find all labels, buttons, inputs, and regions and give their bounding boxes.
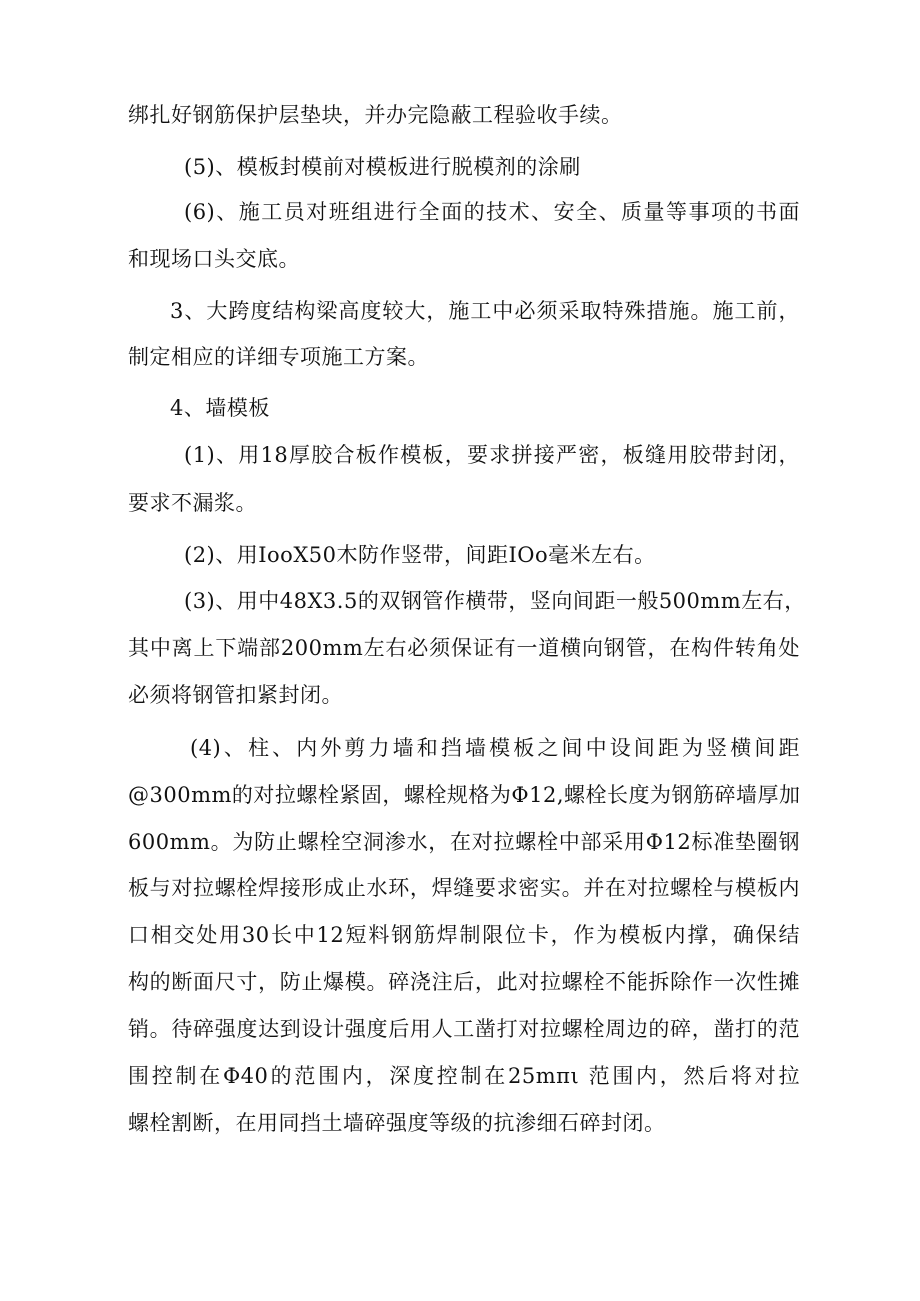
paragraph-line: 板与对拉螺栓焊接形成止水环，焊缝要求密实。并在对拉螺栓与模板内 [128,876,800,900]
paragraph-line: (4)、柱、内外剪力墙和挡墙模板之间中设间距为竖横间距 [190,736,800,760]
paragraph-line: 600mm。为防止螺栓空洞渗水，在对拉螺栓中部采用Φ12标准垫圈钢 [128,830,800,854]
paragraph-line: 和现场口头交底。 [128,247,300,271]
section-heading: 4、墙模板 [170,396,270,420]
paragraph-line: 围控制在Φ40的范围内，深度控制在25mπι 范围内，然后将对拉 [128,1064,800,1088]
paragraph-line: (1)、用18厚胶合板作模板，要求拼接严密，板缝用胶带封闭， [184,443,800,467]
paragraph-line: 3、大跨度结构梁高度较大，施工中必须采取特殊措施。施工前， [170,299,800,323]
paragraph-line: (3)、用中48X3.5的双钢管作横带，竖向间距一般500mm左右， [184,589,806,613]
paragraph-line: (2)、用IooX50木防作竖带，间距IOo毫米左右。 [184,543,656,567]
paragraph-line: 要求不漏浆。 [128,491,257,515]
paragraph-line: @300mm的对拉螺栓紧固，螺栓规格为Φ12,螺栓长度为钢筋碎墙厚加 [128,783,801,807]
paragraph-line: 销。待碎强度达到设计强度后用人工凿打对拉螺栓周边的碎，凿打的范 [128,1017,800,1041]
paragraph-line: 绑扎好钢筋保护层垫块，并办完隐蔽工程验收手续。 [128,103,623,127]
paragraph-line: 其中离上下端部200mm左右必须保证有一道横向钢管，在构件转角处 [128,636,800,660]
paragraph-line: (6)、施工员对班组进行全面的技术、安全、质量等事项的书面 [184,200,800,224]
paragraph-line: 构的断面尺寸，防止爆模。碎浇注后，此对拉螺栓不能拆除作一次性摊 [128,970,800,994]
paragraph-line: 螺栓割断，在用同挡土墙碎强度等级的抗渗细石碎封闭。 [128,1111,666,1135]
paragraph-line: 必须将钢管扣紧封闭。 [128,683,343,707]
paragraph-line: 制定相应的详细专项施工方案。 [128,345,429,369]
paragraph-line: 口相交处用30长中12短料钢筋焊制限位卡，作为模板内撑，确保结 [128,923,800,947]
paragraph-line: (5)、模板封模前对模板进行脱模剂的涂刷 [184,155,581,179]
